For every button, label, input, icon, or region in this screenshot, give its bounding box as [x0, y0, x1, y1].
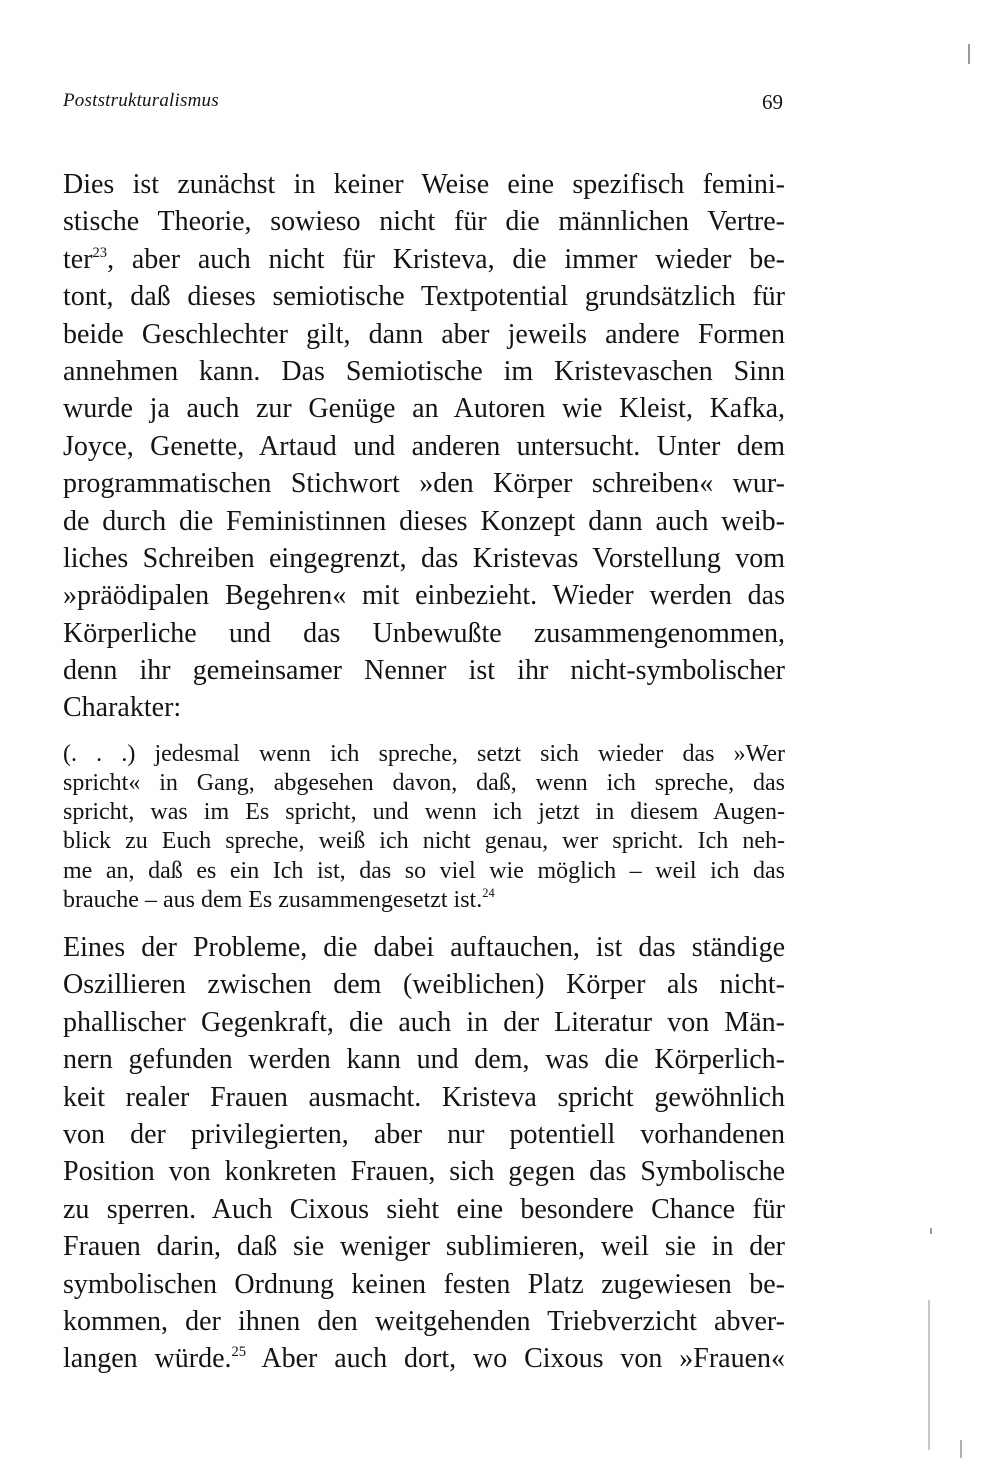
body-text	[63, 166, 785, 1378]
quote-line: (. . .) jedesmal wenn ich spreche, setzt sich wieder das »Wer	[63, 740, 785, 767]
block-quote	[63, 740, 785, 915]
text-line: keit realer Frauen ausmacht. Kristeva spricht gewöhnlich	[63, 1081, 785, 1113]
text-fragment: Aber auch dort, wo Cixous von »Frauen«	[246, 1343, 785, 1375]
text-line: stische Theorie, sowieso nicht für die männlichen Vertre-	[63, 206, 785, 238]
text-line: Körperliche und das Unbewußte zusammengenommen,	[63, 617, 785, 649]
text-line: liches Schreiben eingegrenzt, das Kristevas Vorstellung vom	[63, 542, 785, 574]
scan-speck	[968, 44, 970, 64]
text-line	[63, 1340, 785, 1377]
page-header	[63, 88, 785, 118]
text-line: denn ihr gemeinsamer Nenner ist ihr nicht-symbolischer	[63, 655, 785, 687]
text-fragment: ter	[63, 243, 93, 275]
text-line: Eines der Probleme, die dabei auftauchen, ist das ständige	[63, 931, 785, 963]
running-head: Poststrukturalismus	[63, 90, 219, 111]
scan-speck	[930, 1228, 932, 1234]
scan-speck	[928, 1300, 930, 1450]
paragraph-1	[63, 166, 785, 727]
page-number: 69	[762, 90, 783, 114]
text-line: nern gefunden werden kann und dem, was die Körperlich-	[63, 1044, 785, 1076]
quote-line: blick zu Euch spreche, weiß ich nicht genau, wer spricht. Ich neh-	[63, 828, 785, 855]
text-line: »präödipalen Begehren« mit einbezieht. Wieder werden das	[63, 580, 785, 612]
text-fragment: , aber auch nicht für Kristeva, die immer wieder be-	[107, 243, 785, 275]
footnote-marker-24: 24	[482, 886, 495, 901]
scan-speck	[960, 1440, 962, 1458]
text-line: tont, daß dieses semiotische Textpotential grundsätzlich für	[63, 281, 785, 313]
text-line: symbolischen Ordnung keinen festen Platz zugewiesen be-	[63, 1268, 785, 1300]
text-line: wurde ja auch zur Genüge an Autoren wie Kleist, Kafka,	[63, 393, 785, 425]
text-line: von der privilegierten, aber nur potentiell vorhandenen	[63, 1118, 785, 1150]
quote-line: spricht« in Gang, abgesehen davon, daß, wenn ich spreche, das	[63, 770, 785, 797]
footnote-marker-23: 23	[92, 244, 108, 261]
text-fragment: langen würde.	[63, 1343, 232, 1375]
text-line: beide Geschlechter gilt, dann aber jeweils andere Formen	[63, 318, 785, 350]
text-line: Joyce, Genette, Artaud und anderen untersucht. Unter dem	[63, 430, 785, 462]
text-line: phallischer Gegenkraft, die auch in der Literatur von Män-	[63, 1006, 785, 1038]
footnote-marker-25: 25	[231, 1344, 247, 1361]
text-line: Charakter:	[63, 692, 182, 724]
text-line: zu sperren. Auch Cixous sieht eine besondere Chance für	[63, 1193, 785, 1225]
text-line: Frauen darin, daß sie weniger sublimieren, weil sie in der	[63, 1231, 785, 1263]
text-line: Position von konkreten Frauen, sich gegen das Symbolische	[63, 1156, 785, 1188]
quote-line: me an, daß es ein Ich ist, das so viel wie möglich – weil ich das	[63, 857, 785, 884]
quote-line	[63, 886, 785, 915]
text-line: annehmen kann. Das Semiotische im Kristevaschen Sinn	[63, 355, 785, 387]
text-line	[63, 241, 785, 278]
text-line: de durch die Feministinnen dieses Konzept dann auch weib-	[63, 505, 785, 537]
text-line: kommen, der ihnen den weitgehenden Triebverzicht abver-	[63, 1305, 785, 1337]
text-fragment: brauche – aus dem Es zusammengesetzt ist.	[63, 886, 483, 913]
text-line: Oszillieren zwischen dem (weiblichen) Körper als nicht-	[63, 969, 785, 1001]
text-line: programmatischen Stichwort »den Körper schreiben« wur-	[63, 468, 785, 500]
text-line: Dies ist zunächst in keiner Weise eine spezifisch femini-	[63, 169, 785, 200]
quote-line: spricht, was im Es spricht, und wenn ich jetzt in diesem Augen-	[63, 799, 785, 826]
paragraph-2	[63, 929, 785, 1378]
